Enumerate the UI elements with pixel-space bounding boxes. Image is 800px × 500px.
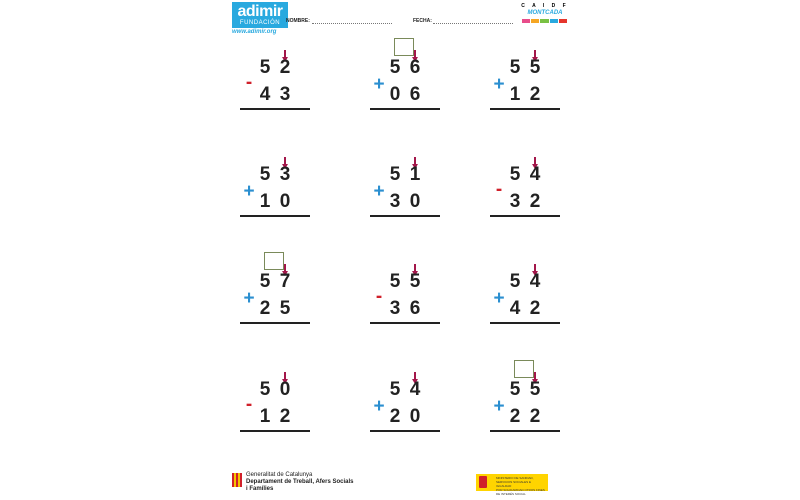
date-line[interactable]	[433, 23, 513, 24]
exercise	[240, 262, 340, 352]
bottom-tens-digit: 2	[509, 406, 521, 427]
exercise	[370, 48, 470, 138]
exercise	[370, 370, 470, 460]
sum-line	[370, 322, 440, 324]
top-units-digit: 5	[409, 271, 421, 292]
bottom-units-digit: 0	[279, 191, 291, 212]
top-units-digit: 6	[409, 57, 421, 78]
bottom-tens-digit: 0	[389, 84, 401, 105]
plus-sign: +	[243, 288, 255, 309]
plus-sign: +	[493, 396, 505, 417]
color-bar-segment	[550, 19, 558, 23]
name-label: NOMBRE:	[286, 18, 310, 24]
gen-line1: Generalitat de Catalunya	[246, 472, 313, 478]
generalitat-flag-icon	[232, 473, 242, 487]
top-units-digit: 4	[409, 379, 421, 400]
worksheet	[220, 0, 585, 500]
top-tens-digit: 5	[509, 379, 521, 400]
exercise	[490, 370, 590, 460]
date-label: FECHA:	[413, 18, 432, 24]
top-tens-digit: 5	[389, 57, 401, 78]
bottom-tens-digit: 1	[509, 84, 521, 105]
sum-line	[240, 322, 310, 324]
gov-text-line: MINISTERIO DE SANIDAD, SERVICIOS SOCIALES E IGUALDAD	[496, 476, 534, 488]
top-units-digit: 4	[529, 164, 541, 185]
sum-line	[370, 215, 440, 217]
top-tens-digit: 5	[389, 379, 401, 400]
exercise	[240, 48, 340, 138]
carry-box[interactable]	[264, 252, 284, 270]
exercise	[240, 370, 340, 460]
top-tens-digit: 5	[389, 164, 401, 185]
logo-url: www.adimir.org	[232, 29, 277, 35]
sum-line	[370, 430, 440, 432]
bottom-tens-digit: 1	[259, 406, 271, 427]
top-tens-digit: 5	[389, 271, 401, 292]
minus-sign: -	[245, 394, 253, 415]
logo-sub-text: FUNDACIÓN	[239, 20, 281, 26]
top-units-digit: 5	[529, 379, 541, 400]
bottom-units-digit: 3	[279, 84, 291, 105]
sum-line	[240, 430, 310, 432]
exercise	[490, 262, 590, 352]
generalitat-text	[246, 472, 353, 493]
bottom-tens-digit: 3	[389, 191, 401, 212]
plus-sign: +	[243, 181, 255, 202]
top-tens-digit: 5	[509, 57, 521, 78]
bottom-tens-digit: 3	[509, 191, 521, 212]
bottom-units-digit: 5	[279, 298, 291, 319]
bottom-units-digit: 0	[409, 191, 421, 212]
bottom-units-digit: 2	[279, 406, 291, 427]
carry-box[interactable]	[394, 38, 414, 56]
plus-sign: +	[493, 288, 505, 309]
adimir-logo	[232, 2, 288, 28]
color-bar-segment	[522, 19, 530, 23]
sum-line	[370, 108, 440, 110]
top-units-digit: 2	[279, 57, 291, 78]
color-bar-segment	[540, 19, 548, 23]
sum-line	[240, 108, 310, 110]
gov-subtext-line: POR SOLIDARIDAD OTROS FINES DE INTERÉS SOCIAL	[496, 488, 545, 496]
name-line[interactable]	[312, 23, 392, 24]
bottom-tens-digit: 4	[509, 298, 521, 319]
plus-sign: +	[373, 181, 385, 202]
minus-sign: -	[495, 179, 503, 200]
plus-sign: +	[373, 396, 385, 417]
plus-sign: +	[493, 74, 505, 95]
bottom-units-digit: 0	[409, 406, 421, 427]
bottom-tens-digit: 2	[389, 406, 401, 427]
bottom-tens-digit: 4	[259, 84, 271, 105]
bottom-tens-digit: 1	[259, 191, 271, 212]
top-tens-digit: 5	[259, 379, 271, 400]
top-units-digit: 4	[529, 271, 541, 292]
bottom-units-digit: 2	[529, 298, 541, 319]
minus-sign: -	[375, 286, 383, 307]
bottom-tens-digit: 3	[389, 298, 401, 319]
exercise	[490, 48, 590, 138]
bottom-tens-digit: 2	[259, 298, 271, 319]
bottom-units-digit: 6	[409, 84, 421, 105]
color-bar	[522, 19, 568, 23]
top-tens-digit: 5	[259, 271, 271, 292]
top-units-digit: 0	[279, 379, 291, 400]
gen-line2: Departament de Treball, Afers Socials	[246, 479, 354, 485]
top-units-digit: 3	[279, 164, 291, 185]
top-tens-digit: 5	[509, 271, 521, 292]
top-tens-digit: 5	[259, 57, 271, 78]
top-tens-digit: 5	[509, 164, 521, 185]
top-tens-digit: 5	[259, 164, 271, 185]
gen-line3: i Famílies	[246, 486, 274, 492]
bottom-units-digit: 2	[529, 84, 541, 105]
ministry-text	[496, 476, 546, 496]
carry-box[interactable]	[514, 360, 534, 378]
sum-line	[240, 215, 310, 217]
bottom-units-digit: 6	[409, 298, 421, 319]
bottom-units-digit: 2	[529, 191, 541, 212]
top-units-digit: 1	[409, 164, 421, 185]
spain-shield-icon	[479, 476, 487, 488]
top-units-digit: 5	[529, 57, 541, 78]
minus-sign: -	[245, 72, 253, 93]
logo-main-text: adimir	[237, 3, 283, 20]
color-bar-segment	[531, 19, 539, 23]
plus-sign: +	[373, 74, 385, 95]
exercise	[490, 155, 590, 245]
sum-line	[490, 108, 560, 110]
exercise	[370, 155, 470, 245]
exercise	[370, 262, 470, 352]
exercise	[240, 155, 340, 245]
top-units-digit: 7	[279, 271, 291, 292]
sum-line	[490, 322, 560, 324]
sum-line	[490, 430, 560, 432]
sum-line	[490, 215, 560, 217]
color-bar-segment	[559, 19, 567, 23]
montcada-title: MONTCADA	[527, 10, 563, 16]
caidf-title: C A I D F	[521, 3, 569, 9]
bottom-units-digit: 2	[529, 406, 541, 427]
